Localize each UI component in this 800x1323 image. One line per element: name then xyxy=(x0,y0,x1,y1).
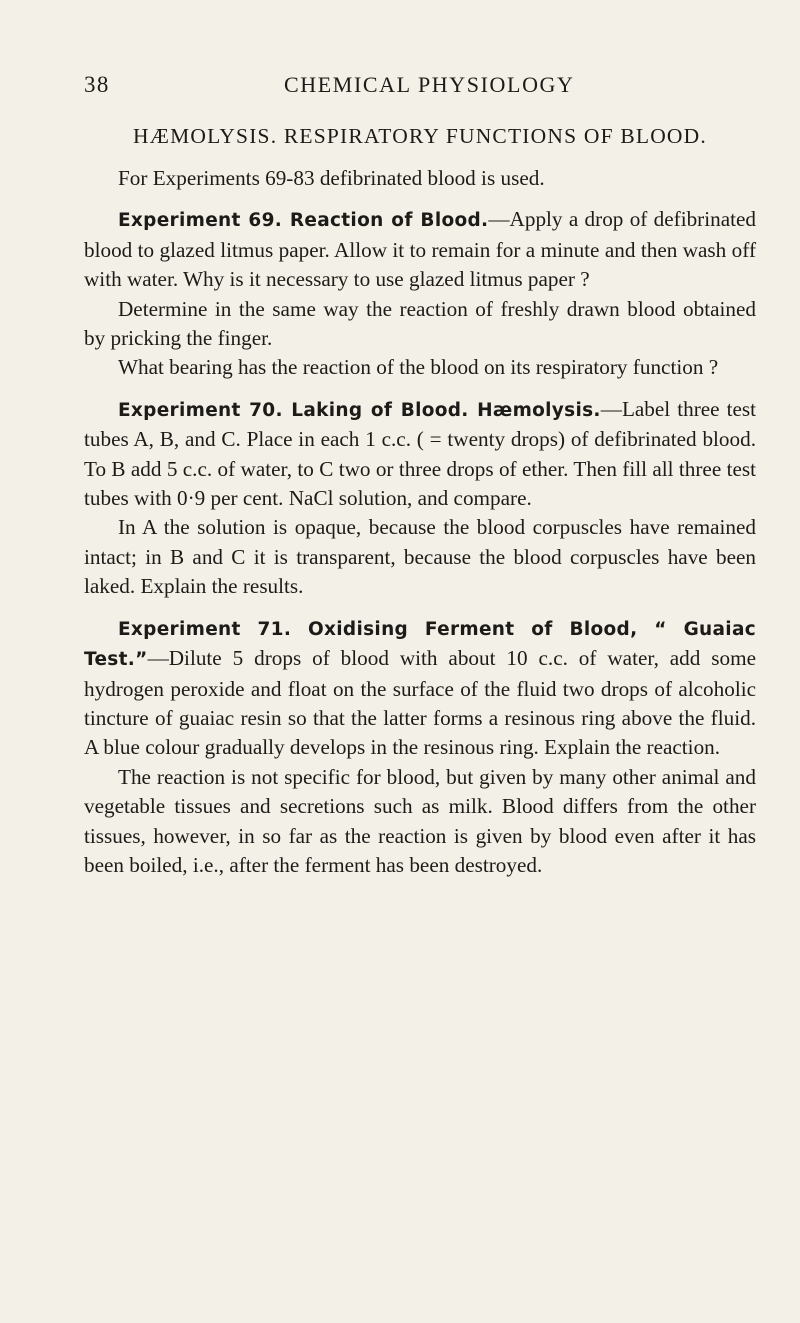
section-title: HÆMOLYSIS. RESPIRATORY FUNCTIONS OF BLOOD. xyxy=(133,124,707,148)
experiment-71-paragraph-2: The reaction is not specific for blood, but given by many other animal and vegetable tissues and secretions such as milk. Blood differs from the other tissues, however, in so far as the reaction is given by blood even after it has been boiled, i.e., after the ferment has been destroyed. xyxy=(84,764,756,877)
experiment-69-paragraph-2: Determine in the same way the reaction of freshly drawn blood obtained by pricking the finger. xyxy=(84,296,756,351)
experiment-71-paragraph xyxy=(84,614,756,763)
page-number: 38 xyxy=(84,72,110,97)
experiment-70-text: —Label three test tubes A, B, and C. Place in each 1 c.c. ( = twenty drops) of defibrinated blood. To B add 5 c.c. of water, to C two or three drops of ether. Then fill all three test tubes with 0·9 per cent. NaCl solution, and compare. xyxy=(84,396,757,511)
running-title: CHEMICAL PHYSIOLOGY xyxy=(284,72,575,97)
book-page xyxy=(84,72,756,880)
experiment-71-text: —Dilute 5 drops of blood with about 10 c.c. of water, add some hydrogen peroxide and float on the surface of the fluid two drops of alcoholic tincture of guaiac resin so that the latter forms a resinous ring above the fluid. A blue colour gradually develops in the resinous ring. Explain the reaction. xyxy=(84,646,756,760)
experiment-70-paragraph xyxy=(84,395,756,514)
experiment-69-paragraph-3: What bearing has the reaction of the blood on its respiratory function ? xyxy=(118,355,719,380)
experiment-70-heading: Experiment 70. Laking of Blood. Hæmolysis. xyxy=(118,399,601,421)
experiment-71-heading: Experiment 71. Oxidising Ferment of Blood, “ Guaiac Test.” xyxy=(84,618,756,671)
running-header xyxy=(84,72,756,106)
intro-paragraph: For Experiments 69-83 defibrinated blood is used. xyxy=(118,166,545,190)
experiment-70-paragraph-2: In A the solution is opaque, because the blood corpuscles have remained intact; in B and C it is transparent, because the blood corpuscles have been laked. Explain the results. xyxy=(84,515,756,599)
experiment-69-paragraph xyxy=(84,205,756,294)
experiment-69-heading: Experiment 69. Reaction of Blood. xyxy=(118,210,489,232)
experiment-69-text: —Apply a drop of defibrinated blood to glazed litmus paper. Allow it to remain for a minute and then wash off with water. Why is it necessary to use glazed litmus paper ? xyxy=(84,207,757,292)
